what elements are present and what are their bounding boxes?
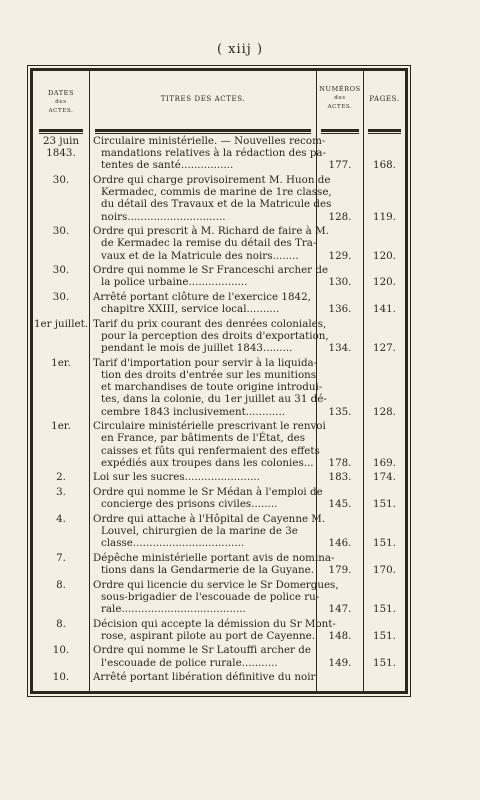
entry-date: 10. — [52, 671, 70, 684]
table-row — [33, 618, 405, 645]
entry-title-line: Arrêté portant libération définitive du noir — [93, 671, 316, 684]
entry-date-year: 1843. — [46, 147, 76, 160]
entry-title-line: mandations relatives à la rédaction des pa- — [101, 147, 327, 160]
entry-date: 30. — [52, 264, 70, 277]
entry-date: 30. — [52, 174, 70, 186]
entry-page: 151. — [373, 537, 396, 550]
entry-number: 183. — [328, 471, 352, 484]
entry-title-line: Tarif d'importation pour servir à la liquida- — [93, 356, 318, 369]
entry-title-line: Tarif du prix courant des denrées coloniales, — [93, 317, 327, 330]
entry-number: 145. — [328, 498, 352, 511]
entry-title-line: tentes de santé................ — [101, 159, 234, 172]
entry-title-line: tions dans la Gendarmerie de la Guyane. — [101, 563, 314, 576]
table-row — [33, 225, 405, 264]
page-number: ( xiij ) — [216, 42, 264, 57]
entry-title-line: la police urbaine.................. — [101, 276, 248, 289]
table-row — [33, 318, 405, 357]
header-numeros-label: NUMÉROS — [319, 85, 361, 93]
table-row — [33, 486, 405, 513]
entry-number: 177. — [328, 159, 352, 172]
entry-page: 151. — [373, 602, 396, 615]
entry-title-line: pour la perception des droits d'exportation, — [101, 329, 329, 342]
entry-date: 8. — [56, 578, 66, 591]
entry-page: 128. — [373, 405, 396, 418]
entry-date: 3. — [56, 485, 66, 498]
table-row — [33, 420, 405, 471]
entry-title-line: Ordre qui prescrit à M. Richard de faire à M. — [93, 225, 329, 238]
entry-title-line: du détail des Travaux et de la Matricule des — [101, 198, 332, 211]
entry-page: 151. — [373, 656, 396, 669]
entry-title-line: vaux et de la Matricule des noirs........ — [101, 249, 299, 262]
header-numeros-sub: des — [334, 95, 346, 101]
entry-page: 174. — [373, 471, 396, 484]
entry-title — [93, 671, 314, 683]
entry-date: 1er. — [51, 356, 71, 369]
entry-page: 119. — [373, 210, 396, 223]
table-row — [33, 644, 405, 671]
entry-title-line: Décision qui accepte la démission du Sr Mont- — [93, 617, 336, 630]
entry-date: 2. — [56, 471, 66, 484]
header-rule — [321, 129, 359, 132]
entry-title-line: tion des droits d'entrée sur les munitions — [101, 368, 317, 381]
entry-title-line: concierge des prisons civiles........ — [101, 498, 278, 511]
entry-title-line: Circulaire ministérielle. — Nouvelles recom- — [93, 135, 326, 147]
entry-number: 136. — [328, 303, 352, 316]
header-rule — [95, 133, 311, 134]
entry-number: 129. — [328, 249, 352, 262]
table-row — [33, 291, 405, 318]
header-numeros-sub: ACTES. — [327, 104, 353, 110]
table-row — [33, 552, 405, 579]
entry-title-line: chapitre XXIII, service local.......... — [101, 303, 280, 316]
entry-title — [93, 551, 335, 576]
entry-title-line: Ordre qui nomme le Sr Latouffi archer de — [93, 644, 311, 657]
entry-page: 120. — [373, 249, 396, 262]
entry-date: 10. — [52, 644, 70, 657]
header-dates-sub: ACTES. — [48, 108, 74, 114]
entry-title — [93, 471, 314, 483]
entry-title — [93, 617, 336, 642]
entry-page: 169. — [373, 456, 396, 469]
entry-title — [93, 225, 329, 262]
entry-title-line: rose, aspirant pilote au port de Cayenne. — [101, 629, 316, 642]
entry-title-line: pendant le mois de juillet 1843......... — [101, 342, 293, 355]
entry-title — [93, 174, 332, 223]
header-rule — [95, 129, 311, 132]
entry-title-line: caisses et fûts qui renfermaient des effets — [101, 444, 320, 457]
entry-title-line: Ordre qui nomme le Sr Franceschi archer de — [93, 264, 329, 277]
entry-title-line: l'escouade de police rurale........... — [101, 656, 278, 669]
entry-date: 1er juillet. — [33, 317, 89, 330]
entry-title-line: Ordre qui charge provisoirement M. Huon de — [93, 174, 331, 186]
entry-number: 148. — [328, 629, 352, 642]
table-of-acts — [30, 68, 408, 694]
entry-title-line: Ordre qui licencie du service le Sr Domergues, — [93, 578, 339, 591]
entry-page: 168. — [373, 159, 396, 172]
entry-title-line: Ordre qui nomme le Sr Médan à l'emploi de — [93, 485, 323, 498]
header-dates-label: DATES — [47, 89, 75, 97]
entry-title — [93, 264, 329, 289]
entry-title-line: classe.................................. — [101, 537, 245, 550]
entry-title-line: sous-brigadier de l'escouade de police ru- — [101, 590, 320, 603]
table-row — [33, 264, 405, 291]
entry-number: 178. — [328, 456, 352, 469]
entry-title-line: de Kermadec la remise du détail des Tra- — [101, 237, 317, 250]
entry-title-line: rale...................................... — [101, 602, 246, 615]
entry-title-line: cembre 1843 inclusivement............ — [101, 405, 285, 418]
header-pages: PAGES. — [369, 95, 400, 103]
entry-title — [93, 356, 327, 418]
entry-title-line: Circulaire ministérielle prescrivant le renvoi — [93, 420, 326, 433]
entry-title-line: en France, par bâtiments de l'État, des — [101, 432, 306, 445]
entry-title — [93, 485, 323, 511]
entry-title-line: noirs.............................. — [101, 210, 226, 223]
entry-title-line: Louvel, chirurgien de la marine de 3e — [101, 524, 298, 537]
header-rule — [39, 129, 83, 132]
entry-title — [93, 578, 339, 616]
entries-list — [33, 135, 405, 686]
entry-title — [93, 317, 329, 355]
entry-title-line: Loi sur les sucres....................... — [93, 471, 260, 484]
entry-title-line: Kermadec, commis de marine de 1re classe, — [101, 186, 332, 199]
entry-number: 149. — [328, 656, 352, 669]
header-rule — [39, 133, 83, 134]
entry-title — [93, 644, 314, 668]
entry-date: 30. — [52, 225, 70, 238]
table-row — [33, 471, 405, 486]
entry-page: 120. — [373, 276, 396, 289]
entry-number: 135. — [328, 405, 352, 418]
header-rule — [368, 129, 401, 132]
header-dates-sub: des — [55, 99, 67, 105]
entry-page: 170. — [373, 563, 396, 576]
entry-date: 30. — [52, 290, 70, 303]
entry-date: 1er. — [51, 420, 71, 433]
table-row — [33, 174, 405, 225]
header-titles: TITRES DES ACTES. — [160, 95, 246, 103]
entry-title — [93, 420, 326, 469]
entry-title-line: tes, dans la colonie, du 1er juillet au 31 dé- — [101, 393, 327, 406]
table-row — [33, 671, 405, 686]
entry-page: 151. — [373, 629, 396, 642]
entry-title-line: expédiés aux troupes dans les colonies... — [101, 456, 314, 469]
entry-number: 147. — [328, 602, 352, 615]
entry-title-line: Arrêté portant clôture de l'exercice 1842, — [93, 290, 311, 303]
table-row — [33, 357, 405, 420]
entry-number: 179. — [328, 563, 352, 576]
table-row — [33, 579, 405, 618]
entry-date: 7. — [56, 551, 66, 564]
entry-title — [93, 291, 314, 315]
entry-page: 127. — [373, 342, 396, 355]
entry-number: 130. — [328, 276, 352, 289]
entry-number: 146. — [328, 537, 352, 550]
entry-number: 128. — [328, 210, 352, 223]
entry-date: 4. — [56, 512, 66, 525]
header-rule — [321, 133, 359, 134]
entry-date: 23 juin — [42, 135, 80, 147]
entry-title — [93, 135, 327, 172]
entry-title-line: Ordre qui attache à l'Hôpital de Cayenne M. — [93, 512, 326, 525]
header-rule — [368, 133, 401, 134]
entry-page: 141. — [373, 303, 396, 316]
entry-title-line: Dépêche ministérielle portant avis de nomina- — [93, 551, 335, 564]
table-row — [33, 513, 405, 552]
entry-page: 151. — [373, 498, 396, 511]
entry-date: 8. — [56, 617, 66, 630]
entry-title-line: et marchandises de toute origine introdui- — [101, 381, 323, 394]
entry-title — [93, 512, 326, 550]
table-row — [33, 135, 405, 174]
entry-number: 134. — [328, 342, 352, 355]
